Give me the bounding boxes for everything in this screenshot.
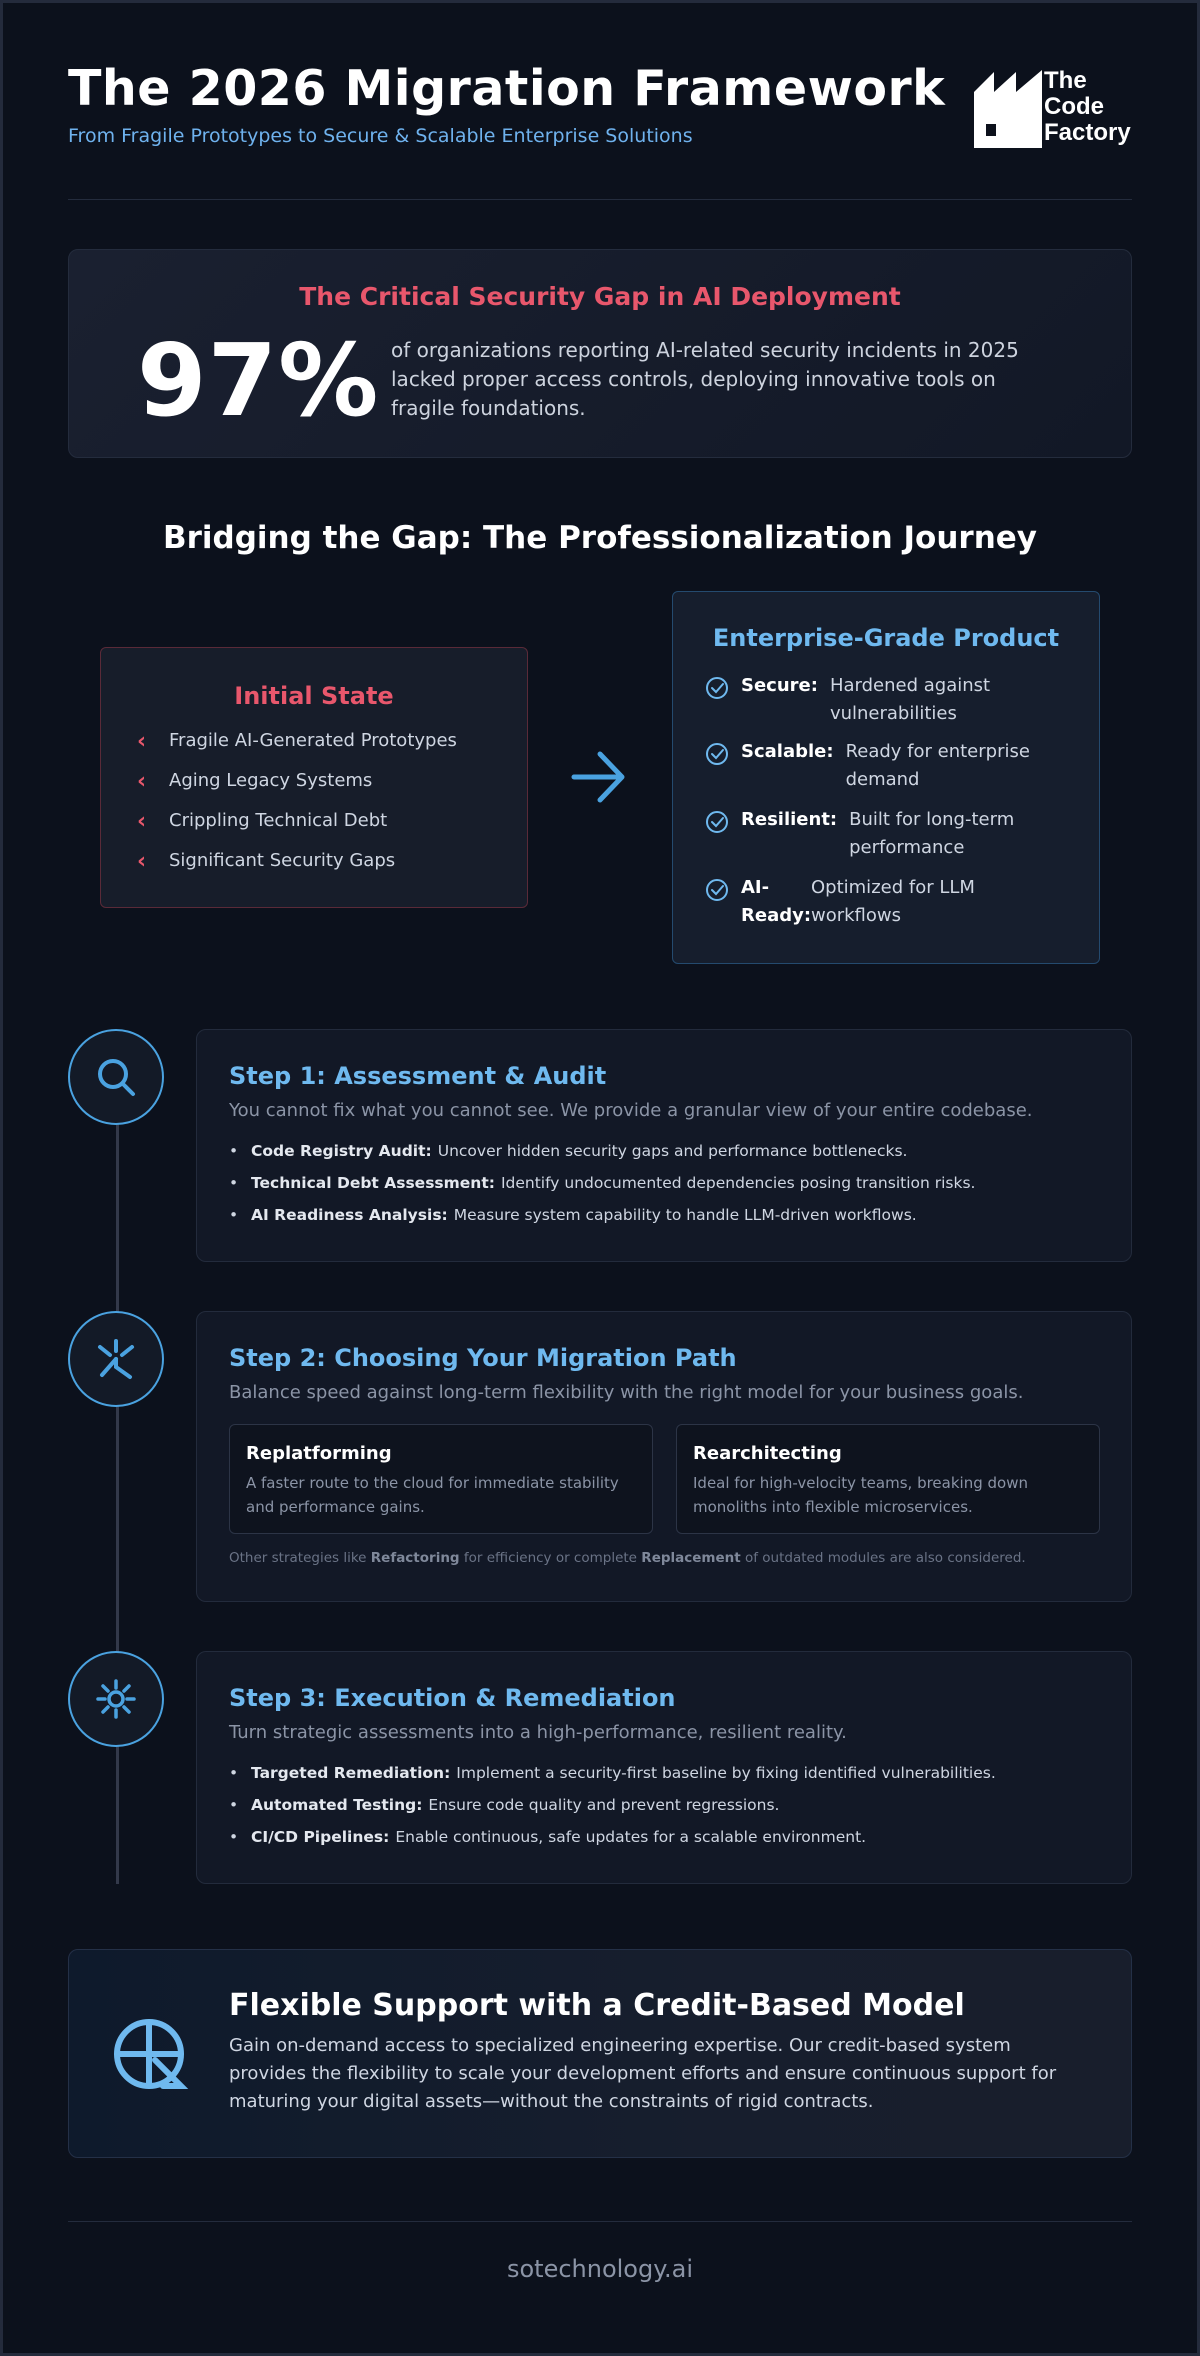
page-title: The 2026 Migration Framework (68, 60, 946, 117)
list-item: • Technical Debt Assessment: Identify undocumented dependencies posing transition risks. (229, 1174, 976, 1192)
check-circle-icon (705, 672, 741, 728)
support-wheel-icon (111, 2016, 191, 2096)
enterprise-product-card (672, 591, 1100, 964)
security-gap-stat: 97% (137, 322, 380, 439)
list-item: Scalable: Ready for enterprise demand (705, 738, 1046, 794)
step-1-list (229, 1142, 975, 1238)
list-item: • Targeted Remediation: Implement a security-first baseline by fixing identified vulnerabilities. (229, 1764, 996, 1782)
chevron-left-icon: ‹ (137, 849, 147, 874)
chevron-left-icon: ‹ (137, 729, 147, 754)
step-1-marker (68, 1029, 164, 1125)
flexible-support-title: Flexible Support with a Credit-Based Model (229, 1988, 965, 2023)
journey-title: Bridging the Gap: The Professionalization Journey (162, 520, 1038, 556)
step-2-card (196, 1311, 1132, 1602)
check-circle-icon (705, 806, 741, 862)
initial-state-list (137, 730, 457, 890)
replatforming-option[interactable]: Replatforming A faster route to the cloud for immediate stability and performance gains. (229, 1424, 653, 1534)
rearchitecting-option[interactable]: Rearchitecting Ideal for high-velocity teams, breaking down monoliths into flexible microservices. (676, 1424, 1100, 1534)
list-item: • CI/CD Pipelines: Enable continuous, safe updates for a scalable environment. (229, 1828, 867, 1846)
page-subtitle: From Fragile Prototypes to Secure & Scalable Enterprise Solutions (68, 125, 693, 147)
list-item: ‹ Fragile AI-Generated Prototypes (137, 729, 457, 754)
split-path-icon (94, 1337, 138, 1381)
list-item: ‹ Crippling Technical Debt (137, 809, 388, 834)
list-item: • Code Registry Audit: Uncover hidden security gaps and performance bottlenecks. (229, 1142, 908, 1160)
other-strategies-note: Other strategies like Refactoring for efficiency or complete Replacement of outdated modules are also considered. (229, 1550, 1026, 1566)
security-gap-title: The Critical Security Gap in AI Deployment (299, 282, 901, 311)
timeline-connector (116, 1124, 119, 1312)
step-3-subtitle: Turn strategic assessments into a high-performance, resilient reality. (229, 1722, 847, 1743)
list-item: ‹ Significant Security Gaps (137, 849, 396, 874)
arrow-right-icon (570, 748, 628, 806)
chevron-left-icon: ‹ (137, 769, 147, 794)
timeline-connector (116, 1406, 119, 1652)
step-3-marker (68, 1651, 164, 1747)
footer-site-link[interactable]: sotechnology.ai (506, 2255, 694, 2283)
header-divider (68, 199, 1132, 200)
list-item: Secure: Hardened against vulnerabilities (705, 672, 1000, 728)
list-item: ‹ Aging Legacy Systems (137, 769, 373, 794)
initial-state-title: Initial State (234, 682, 394, 710)
step-1-card (196, 1029, 1132, 1262)
initial-state-card (100, 647, 528, 908)
logo-text: The Code Factory (1044, 67, 1131, 146)
step-2-subtitle: Balance speed against long-term flexibility with the right model for your business goals. (229, 1382, 1024, 1403)
step-1-title: Step 1: Assessment & Audit (229, 1062, 607, 1090)
list-item: AI-Ready: Optimized for LLM workflows (705, 874, 991, 930)
flexible-support-text: Gain on-demand access to specialized engineering expertise. Our credit-based system provides the flexibility to scale your development efforts and ensure continuous support for maturing your digital assets—without the constraints of rigid contracts. (229, 2035, 1057, 2112)
step-3-title: Step 3: Execution & Remediation (229, 1684, 676, 1712)
step-2-title: Step 2: Choosing Your Migration Path (229, 1344, 737, 1372)
header (68, 60, 1132, 160)
check-circle-icon (705, 738, 741, 794)
list-item: • AI Readiness Analysis: Measure system capability to handle LLM-driven workflows. (229, 1206, 917, 1224)
chevron-left-icon: ‹ (137, 809, 147, 834)
step-2-marker (68, 1311, 164, 1407)
flexible-support-card (68, 1949, 1132, 2158)
list-item: • Automated Testing: Ensure code quality and prevent regressions. (229, 1796, 780, 1814)
step-3-list (229, 1764, 996, 1860)
step-1-subtitle: You cannot fix what you cannot see. We provide a granular view of your entire codebase. (229, 1100, 1033, 1121)
gear-icon (94, 1677, 138, 1721)
list-item: Resilient: Built for long-term performance (705, 806, 1039, 862)
footer-divider (68, 2221, 1132, 2222)
security-gap-text: of organizations reporting AI-related security incidents in 2025 lacked proper access controls, deploying innovative tools on fragile foundations. (391, 338, 1019, 420)
step-3-card (196, 1651, 1132, 1884)
search-icon (94, 1055, 138, 1099)
enterprise-product-title: Enterprise-Grade Product (712, 624, 1060, 652)
code-factory-logo[interactable] (972, 68, 1132, 148)
factory-icon (972, 68, 1044, 148)
timeline-connector (116, 1746, 119, 1884)
check-circle-icon (705, 874, 741, 930)
security-gap-card (68, 249, 1132, 458)
